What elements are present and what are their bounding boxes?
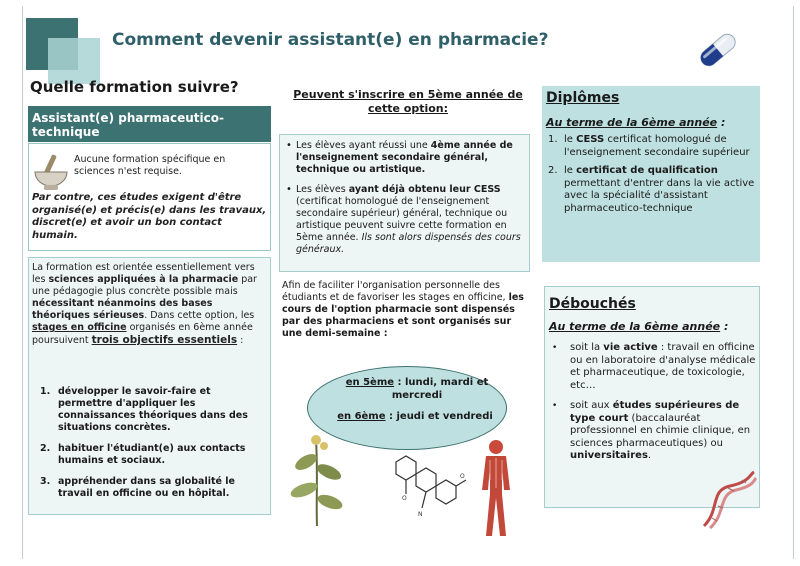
inscription-heading: Peuvent s'inscrire en 5ème année de cette option: bbox=[293, 88, 523, 115]
schedule-6eme: en 6ème : jeudi et vendredi bbox=[337, 411, 493, 422]
list-item: 2. le certificat de qualification permettant d'entrer dans la vie active avec la spécialité d'assistant pharmaceutico-technique bbox=[548, 165, 755, 214]
mortar-pestle-icon bbox=[32, 152, 70, 192]
list-item: 2. habituer l'étudiant(e) aux contacts humains et sociaux. bbox=[40, 443, 246, 466]
list-item: 1. développer le savoir-faire et permettre d'appliquer les connaissances théoriques dans des situations concrètes. bbox=[40, 386, 248, 433]
list-item: 3. appréhender dans sa globalité le travail en officine ou en hôpital. bbox=[40, 476, 235, 499]
formation-heading: Quelle formation suivre? bbox=[30, 78, 239, 96]
anatomy-illustration bbox=[470, 438, 522, 538]
pill-capsule-icon bbox=[692, 24, 744, 76]
schedule-paragraph: Afin de faciliter l'organisation personnelle des étudiants et de favoriser les stages en officine, les cours de l'option pharmacie sont dispensés par des pharmaciens et sont organisés sur une demi-semaine : bbox=[282, 280, 524, 339]
list-item: • Les élèves ayant déjà obtenu leur CESS (certificat homologué de l'enseignement secondaire supérieur) général, technique ou artistique peuvent suivre cette formation en 5ème année. Ils sont alors dispensés des cours généraux. bbox=[286, 184, 521, 255]
diplomes-list bbox=[548, 134, 756, 221]
diplomes-subheading: Au terme de la 6ème année : bbox=[546, 116, 726, 129]
svg-text:N: N bbox=[418, 511, 423, 518]
section-bar-title: Assistant(e) pharmaceutico-technique bbox=[28, 106, 271, 142]
list-item: • soit la vie active : travail en officine ou en laboratoire d'analyse médicale et pharmaceutique, de toxicologie, etc… bbox=[552, 342, 756, 391]
molecule-illustration bbox=[382, 448, 468, 520]
list-item: 1. le CESS certificat homologué de l'enseignement secondaire supérieur bbox=[548, 134, 750, 158]
debouches-list bbox=[552, 342, 758, 471]
dna-illustration bbox=[700, 470, 758, 530]
inscription-list bbox=[286, 140, 524, 264]
svg-text:O: O bbox=[460, 473, 465, 480]
list-item: • soit aux études supérieures de type court (baccalauréat professionnel en chimie clinique, en sciences pharmaceutiques) ou universitaires. bbox=[552, 400, 751, 461]
objectives-list bbox=[40, 386, 264, 509]
schedule-5eme: en 5ème : lundi, mardi et mercredi bbox=[345, 377, 489, 401]
intro-text: Aucune formation spécifique en sciences n'est requise. bbox=[74, 154, 226, 177]
page-title: Comment devenir assistant(e) en pharmacie? bbox=[112, 30, 549, 50]
svg-text:O: O bbox=[402, 495, 407, 502]
list-item: • Les élèves ayant réussi une 4ème année de l'enseignement secondaire général, technique ou artistique. bbox=[286, 140, 513, 175]
diplomes-heading: Diplômes bbox=[546, 90, 620, 106]
formation-paragraph: La formation est orientée essentiellement vers les sciences appliquées à la pharmacie par une pédagogie plus concrète possible mais nécessitant néanmoins des bases théoriques sérieuses. Dans cette option, les stages en officine organisés en 6ème année poursuivent trois objectifs essentiels : bbox=[32, 262, 257, 346]
plant-illustration bbox=[286, 432, 348, 526]
qualities-text: Par contre, ces études exigent d'être organisé(e) et précis(e) dans les travaux, discret(e) et avoir un bon contact humain. bbox=[32, 192, 267, 241]
debouches-heading: Débouchés bbox=[549, 296, 636, 312]
debouches-subheading: Au terme de la 6ème année : bbox=[549, 320, 729, 333]
